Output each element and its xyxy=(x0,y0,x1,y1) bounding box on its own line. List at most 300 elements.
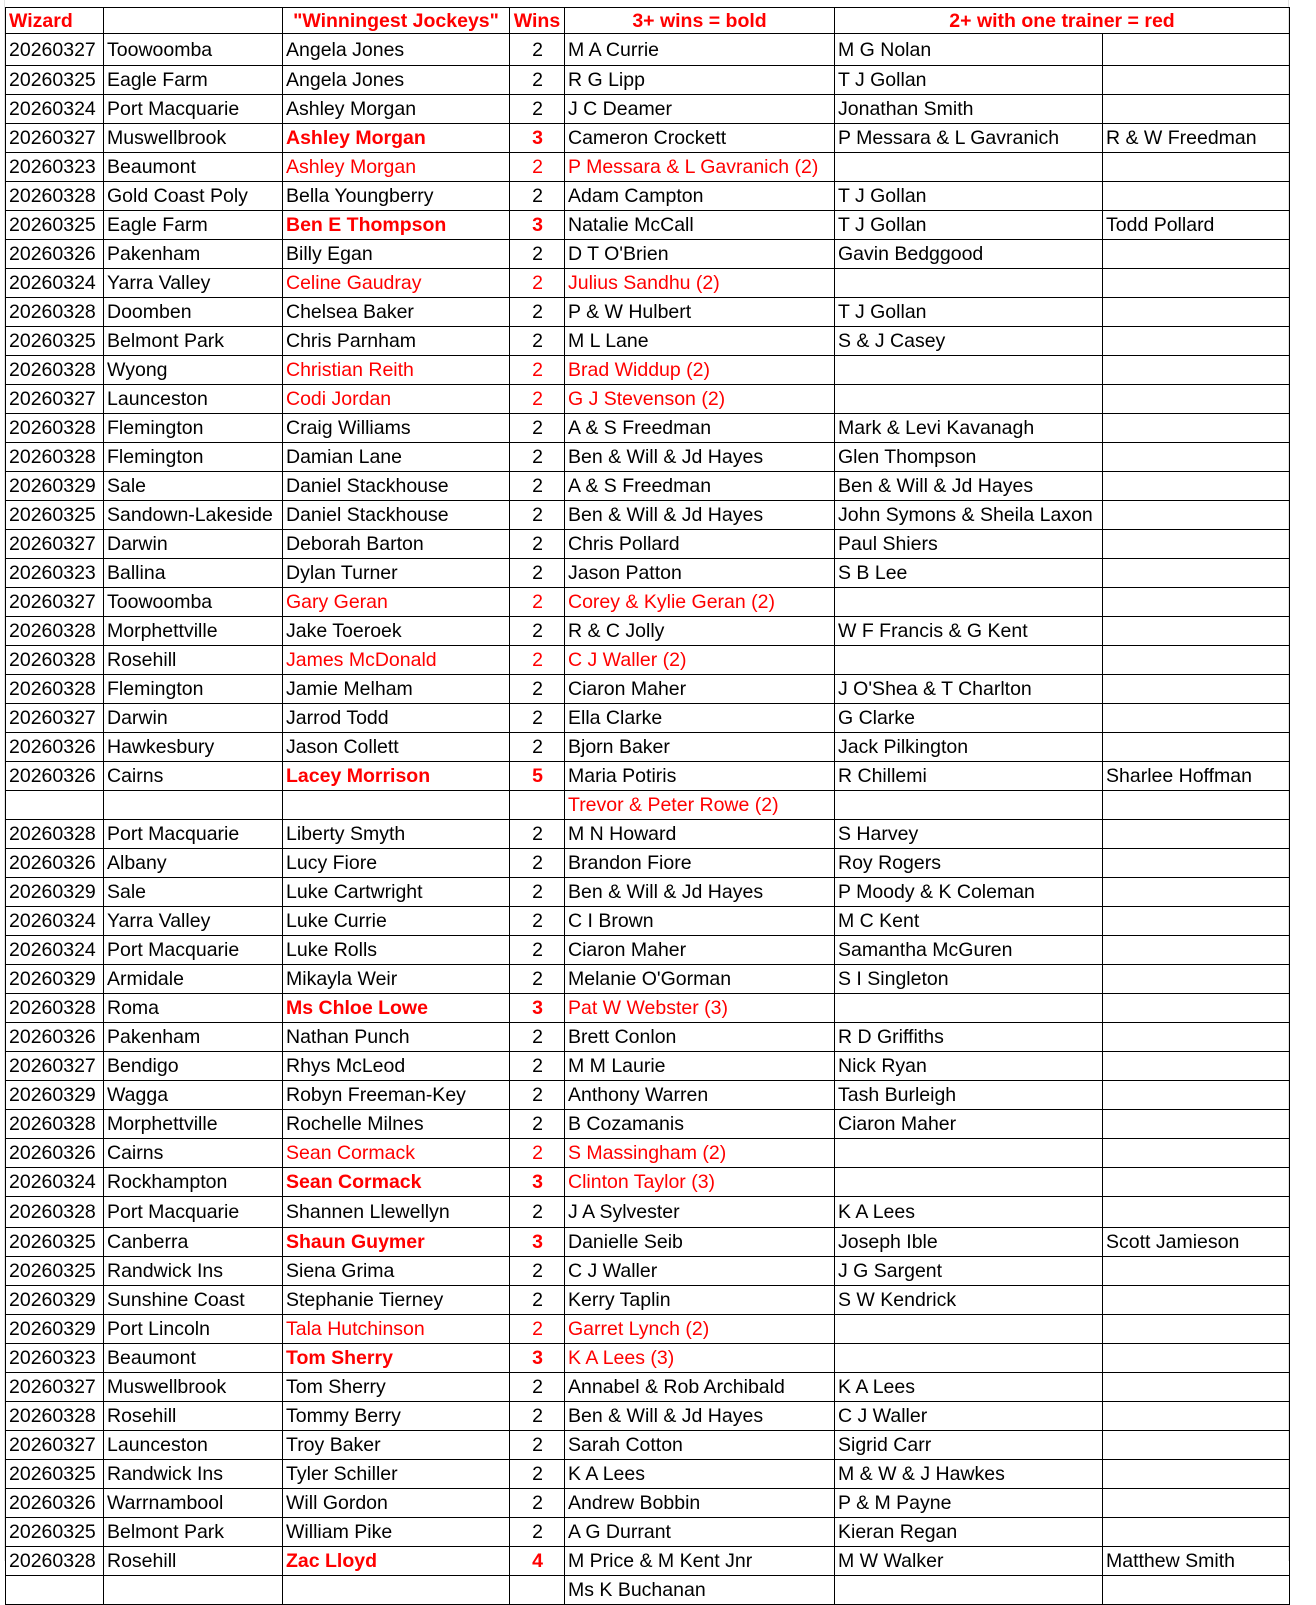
trainer-1-cell[interactable]: P & W Hulbert xyxy=(565,298,835,327)
trainer-1-cell[interactable]: M Price & M Kent Jnr xyxy=(565,1547,835,1576)
wins-cell[interactable]: 2 xyxy=(510,182,565,211)
date-cell[interactable]: 20260328 xyxy=(6,356,104,385)
trainer-1-cell[interactable]: Trevor & Peter Rowe (2) xyxy=(565,791,835,820)
track-cell[interactable]: Darwin xyxy=(104,704,283,733)
date-cell[interactable]: 20260327 xyxy=(6,34,104,66)
date-cell[interactable]: 20260326 xyxy=(6,1489,104,1518)
jockey-cell[interactable]: Daniel Stackhouse xyxy=(283,472,510,501)
trainer-1-cell[interactable]: Ciaron Maher xyxy=(565,936,835,965)
trainer-3-cell[interactable] xyxy=(1103,1460,1290,1489)
wins-cell[interactable]: 2 xyxy=(510,1197,565,1228)
trainer-2-cell[interactable] xyxy=(835,269,1103,298)
trainer-1-cell[interactable]: R G Lipp xyxy=(565,66,835,95)
trainer-2-cell[interactable]: T J Gollan xyxy=(835,298,1103,327)
track-cell[interactable]: Rockhampton xyxy=(104,1168,283,1197)
trainer-3-cell[interactable] xyxy=(1103,1402,1290,1431)
date-cell[interactable]: 20260326 xyxy=(6,849,104,878)
date-cell[interactable]: 20260328 xyxy=(6,617,104,646)
jockey-cell[interactable]: Sean Cormack xyxy=(283,1168,510,1197)
trainer-2-cell[interactable]: P & M Payne xyxy=(835,1489,1103,1518)
wins-cell[interactable]: 2 xyxy=(510,646,565,675)
header-wins[interactable]: Wins xyxy=(510,8,565,34)
trainer-1-cell[interactable]: R & C Jolly xyxy=(565,617,835,646)
trainer-1-cell[interactable]: Ciaron Maher xyxy=(565,675,835,704)
jockey-cell[interactable]: Tala Hutchinson xyxy=(283,1315,510,1344)
track-cell[interactable]: Port Lincoln xyxy=(104,1315,283,1344)
trainer-3-cell[interactable] xyxy=(1103,849,1290,878)
trainer-2-cell[interactable]: S Harvey xyxy=(835,820,1103,849)
trainer-1-cell[interactable]: P Messara & L Gavranich (2) xyxy=(565,153,835,182)
trainer-2-cell[interactable] xyxy=(835,1168,1103,1197)
jockey-cell[interactable]: Jarrod Todd xyxy=(283,704,510,733)
track-cell[interactable]: Sale xyxy=(104,472,283,501)
trainer-3-cell[interactable] xyxy=(1103,1489,1290,1518)
track-cell[interactable]: Toowoomba xyxy=(104,34,283,66)
date-cell[interactable]: 20260327 xyxy=(6,385,104,414)
wins-cell[interactable]: 2 xyxy=(510,298,565,327)
jockey-cell[interactable]: Tyler Schiller xyxy=(283,1460,510,1489)
track-cell[interactable]: Rosehill xyxy=(104,1547,283,1576)
wins-cell[interactable]: 3 xyxy=(510,1344,565,1373)
date-cell[interactable]: 20260328 xyxy=(6,994,104,1023)
jockey-cell[interactable]: William Pike xyxy=(283,1518,510,1547)
date-cell[interactable]: 20260328 xyxy=(6,1197,104,1228)
trainer-2-cell[interactable]: P Messara & L Gavranich xyxy=(835,124,1103,153)
trainer-1-cell[interactable]: Ella Clarke xyxy=(565,704,835,733)
trainer-1-cell[interactable]: K A Lees xyxy=(565,1460,835,1489)
trainer-2-cell[interactable]: K A Lees xyxy=(835,1373,1103,1402)
track-cell[interactable]: Pakenham xyxy=(104,240,283,269)
trainer-2-cell[interactable]: T J Gollan xyxy=(835,182,1103,211)
trainer-1-cell[interactable]: A & S Freedman xyxy=(565,472,835,501)
trainer-3-cell[interactable] xyxy=(1103,1023,1290,1052)
trainer-1-cell[interactable]: A G Durrant xyxy=(565,1518,835,1547)
jockey-cell[interactable]: Daniel Stackhouse xyxy=(283,501,510,530)
date-cell[interactable]: 20260329 xyxy=(6,472,104,501)
track-cell[interactable]: Warrnambool xyxy=(104,1489,283,1518)
trainer-2-cell[interactable] xyxy=(835,385,1103,414)
trainer-1-cell[interactable]: Corey & Kylie Geran (2) xyxy=(565,588,835,617)
trainer-2-cell[interactable]: Kieran Regan xyxy=(835,1518,1103,1547)
date-cell[interactable]: 20260325 xyxy=(6,66,104,95)
wins-cell[interactable]: 2 xyxy=(510,472,565,501)
trainer-2-cell[interactable]: Samantha McGuren xyxy=(835,936,1103,965)
jockey-cell[interactable]: Tommy Berry xyxy=(283,1402,510,1431)
jockey-cell[interactable]: Ashley Morgan xyxy=(283,95,510,124)
trainer-1-cell[interactable]: S Massingham (2) xyxy=(565,1139,835,1168)
date-cell[interactable]: 20260323 xyxy=(6,559,104,588)
trainer-1-cell[interactable]: M L Lane xyxy=(565,327,835,356)
trainer-3-cell[interactable] xyxy=(1103,1315,1290,1344)
track-cell[interactable]: Beaumont xyxy=(104,153,283,182)
date-cell[interactable]: 20260328 xyxy=(6,298,104,327)
jockey-cell[interactable]: Luke Rolls xyxy=(283,936,510,965)
trainer-2-cell[interactable] xyxy=(835,1576,1103,1605)
trainer-3-cell[interactable] xyxy=(1103,443,1290,472)
trainer-2-cell[interactable]: M & W & J Hawkes xyxy=(835,1460,1103,1489)
jockey-cell[interactable]: Nathan Punch xyxy=(283,1023,510,1052)
trainer-3-cell[interactable] xyxy=(1103,878,1290,907)
date-cell[interactable]: 20260325 xyxy=(6,1460,104,1489)
trainer-1-cell[interactable]: Clinton Taylor (3) xyxy=(565,1168,835,1197)
trainer-1-cell[interactable]: Kerry Taplin xyxy=(565,1286,835,1315)
date-cell[interactable] xyxy=(6,1576,104,1605)
trainer-2-cell[interactable]: John Symons & Sheila Laxon xyxy=(835,501,1103,530)
trainer-3-cell[interactable] xyxy=(1103,327,1290,356)
trainer-2-cell[interactable]: Jack Pilkington xyxy=(835,733,1103,762)
wins-cell[interactable]: 2 xyxy=(510,936,565,965)
trainer-2-cell[interactable]: J O'Shea & T Charlton xyxy=(835,675,1103,704)
track-cell[interactable]: Muswellbrook xyxy=(104,1373,283,1402)
trainer-2-cell[interactable]: T J Gollan xyxy=(835,66,1103,95)
trainer-1-cell[interactable]: Ben & Will & Jd Hayes xyxy=(565,501,835,530)
trainer-1-cell[interactable]: Adam Campton xyxy=(565,182,835,211)
trainer-2-cell[interactable]: Joseph Ible xyxy=(835,1228,1103,1257)
trainer-2-cell[interactable] xyxy=(835,588,1103,617)
wins-cell[interactable]: 4 xyxy=(510,1547,565,1576)
trainer-3-cell[interactable] xyxy=(1103,269,1290,298)
trainer-3-cell[interactable] xyxy=(1103,472,1290,501)
date-cell[interactable]: 20260328 xyxy=(6,414,104,443)
trainer-1-cell[interactable]: Bjorn Baker xyxy=(565,733,835,762)
wins-cell[interactable]: 2 xyxy=(510,34,565,66)
trainer-2-cell[interactable] xyxy=(835,1315,1103,1344)
trainer-2-cell[interactable]: J G Sargent xyxy=(835,1257,1103,1286)
jockey-cell[interactable]: Chris Parnham xyxy=(283,327,510,356)
trainer-2-cell[interactable]: R Chillemi xyxy=(835,762,1103,791)
wins-cell[interactable]: 2 xyxy=(510,1402,565,1431)
wins-cell[interactable]: 2 xyxy=(510,95,565,124)
trainer-1-cell[interactable]: Ms K Buchanan xyxy=(565,1576,835,1605)
jockey-cell[interactable]: Dylan Turner xyxy=(283,559,510,588)
jockey-cell[interactable]: Christian Reith xyxy=(283,356,510,385)
date-cell[interactable]: 20260327 xyxy=(6,588,104,617)
jockey-cell[interactable]: Ms Chloe Lowe xyxy=(283,994,510,1023)
date-cell[interactable]: 20260324 xyxy=(6,95,104,124)
wins-cell[interactable]: 2 xyxy=(510,269,565,298)
trainer-3-cell[interactable] xyxy=(1103,530,1290,559)
trainer-2-cell[interactable]: Roy Rogers xyxy=(835,849,1103,878)
track-cell[interactable]: Sunshine Coast xyxy=(104,1286,283,1315)
trainer-1-cell[interactable]: C J Waller xyxy=(565,1257,835,1286)
date-cell[interactable]: 20260328 xyxy=(6,675,104,704)
date-cell[interactable]: 20260325 xyxy=(6,1257,104,1286)
trainer-3-cell[interactable] xyxy=(1103,1257,1290,1286)
jockey-cell[interactable]: Celine Gaudray xyxy=(283,269,510,298)
track-cell[interactable]: Darwin xyxy=(104,530,283,559)
trainer-1-cell[interactable]: Cameron Crockett xyxy=(565,124,835,153)
trainer-1-cell[interactable]: Ben & Will & Jd Hayes xyxy=(565,1402,835,1431)
trainer-2-cell[interactable]: P Moody & K Coleman xyxy=(835,878,1103,907)
trainer-3-cell[interactable] xyxy=(1103,501,1290,530)
date-cell[interactable]: 20260329 xyxy=(6,1286,104,1315)
track-cell[interactable]: Muswellbrook xyxy=(104,124,283,153)
trainer-2-cell[interactable]: Nick Ryan xyxy=(835,1052,1103,1081)
trainer-3-cell[interactable] xyxy=(1103,182,1290,211)
wins-cell[interactable]: 2 xyxy=(510,965,565,994)
wins-cell[interactable]: 2 xyxy=(510,1257,565,1286)
wins-cell[interactable]: 2 xyxy=(510,1489,565,1518)
track-cell[interactable]: Wagga xyxy=(104,1081,283,1110)
wins-cell[interactable]: 2 xyxy=(510,153,565,182)
track-cell[interactable]: Port Macquarie xyxy=(104,95,283,124)
trainer-3-cell[interactable] xyxy=(1103,791,1290,820)
date-cell[interactable]: 20260323 xyxy=(6,153,104,182)
wins-cell[interactable]: 2 xyxy=(510,385,565,414)
track-cell[interactable]: Morphettville xyxy=(104,1110,283,1139)
trainer-3-cell[interactable]: Sharlee Hoffman xyxy=(1103,762,1290,791)
header-jockeys[interactable]: "Winningest Jockeys" xyxy=(283,8,510,34)
trainer-1-cell[interactable]: Danielle Seib xyxy=(565,1228,835,1257)
trainer-2-cell[interactable]: Mark & Levi Kavanagh xyxy=(835,414,1103,443)
wins-cell[interactable] xyxy=(510,791,565,820)
trainer-1-cell[interactable]: C J Waller (2) xyxy=(565,646,835,675)
track-cell[interactable]: Yarra Valley xyxy=(104,907,283,936)
track-cell[interactable] xyxy=(104,1576,283,1605)
jockey-cell[interactable]: Deborah Barton xyxy=(283,530,510,559)
trainer-3-cell[interactable] xyxy=(1103,385,1290,414)
trainer-2-cell[interactable]: Sigrid Carr xyxy=(835,1431,1103,1460)
track-cell[interactable]: Rosehill xyxy=(104,646,283,675)
wins-cell[interactable]: 2 xyxy=(510,443,565,472)
date-cell[interactable]: 20260327 xyxy=(6,1052,104,1081)
wins-cell[interactable]: 2 xyxy=(510,849,565,878)
track-cell[interactable]: Flemington xyxy=(104,675,283,704)
trainer-2-cell[interactable]: Paul Shiers xyxy=(835,530,1103,559)
track-cell[interactable]: Armidale xyxy=(104,965,283,994)
trainer-1-cell[interactable]: Melanie O'Gorman xyxy=(565,965,835,994)
date-cell[interactable]: 20260328 xyxy=(6,820,104,849)
trainer-2-cell[interactable]: G Clarke xyxy=(835,704,1103,733)
trainer-2-cell[interactable] xyxy=(835,1139,1103,1168)
wins-cell[interactable]: 2 xyxy=(510,675,565,704)
wins-cell[interactable]: 2 xyxy=(510,1315,565,1344)
wins-cell[interactable]: 2 xyxy=(510,414,565,443)
trainer-3-cell[interactable] xyxy=(1103,1052,1290,1081)
date-cell[interactable]: 20260327 xyxy=(6,530,104,559)
date-cell[interactable]: 20260326 xyxy=(6,1023,104,1052)
trainer-2-cell[interactable]: Ben & Will & Jd Hayes xyxy=(835,472,1103,501)
trainer-2-cell[interactable]: M W Walker xyxy=(835,1547,1103,1576)
track-cell[interactable]: Randwick Ins xyxy=(104,1257,283,1286)
track-cell[interactable]: Eagle Farm xyxy=(104,211,283,240)
track-cell[interactable]: Ballina xyxy=(104,559,283,588)
date-cell[interactable]: 20260328 xyxy=(6,443,104,472)
trainer-3-cell[interactable] xyxy=(1103,733,1290,762)
trainer-3-cell[interactable] xyxy=(1103,1168,1290,1197)
track-cell[interactable]: Launceston xyxy=(104,385,283,414)
trainer-3-cell[interactable]: Matthew Smith xyxy=(1103,1547,1290,1576)
trainer-3-cell[interactable] xyxy=(1103,588,1290,617)
track-cell[interactable]: Rosehill xyxy=(104,1402,283,1431)
track-cell[interactable]: Eagle Farm xyxy=(104,66,283,95)
wins-cell[interactable]: 2 xyxy=(510,66,565,95)
date-cell[interactable] xyxy=(6,791,104,820)
jockey-cell[interactable]: Craig Williams xyxy=(283,414,510,443)
track-cell[interactable]: Bendigo xyxy=(104,1052,283,1081)
trainer-3-cell[interactable]: Todd Pollard xyxy=(1103,211,1290,240)
date-cell[interactable]: 20260325 xyxy=(6,1228,104,1257)
trainer-3-cell[interactable] xyxy=(1103,1373,1290,1402)
trainer-3-cell[interactable] xyxy=(1103,1576,1290,1605)
jockey-cell[interactable]: Jake Toeroek xyxy=(283,617,510,646)
date-cell[interactable]: 20260324 xyxy=(6,907,104,936)
track-cell[interactable]: Roma xyxy=(104,994,283,1023)
trainer-3-cell[interactable] xyxy=(1103,414,1290,443)
trainer-3-cell[interactable] xyxy=(1103,646,1290,675)
date-cell[interactable]: 20260328 xyxy=(6,1402,104,1431)
track-cell[interactable]: Belmont Park xyxy=(104,327,283,356)
date-cell[interactable]: 20260328 xyxy=(6,646,104,675)
jockey-cell[interactable]: Will Gordon xyxy=(283,1489,510,1518)
date-cell[interactable]: 20260324 xyxy=(6,269,104,298)
track-cell[interactable]: Flemington xyxy=(104,443,283,472)
track-cell[interactable]: Canberra xyxy=(104,1228,283,1257)
date-cell[interactable]: 20260325 xyxy=(6,1518,104,1547)
jockey-cell[interactable]: James McDonald xyxy=(283,646,510,675)
track-cell[interactable]: Beaumont xyxy=(104,1344,283,1373)
track-cell[interactable]: Wyong xyxy=(104,356,283,385)
trainer-1-cell[interactable]: M M Laurie xyxy=(565,1052,835,1081)
trainer-2-cell[interactable]: W F Francis & G Kent xyxy=(835,617,1103,646)
wins-cell[interactable]: 2 xyxy=(510,327,565,356)
trainer-1-cell[interactable]: Pat W Webster (3) xyxy=(565,994,835,1023)
trainer-3-cell[interactable] xyxy=(1103,356,1290,385)
track-cell[interactable]: Gold Coast Poly xyxy=(104,182,283,211)
track-cell[interactable]: Albany xyxy=(104,849,283,878)
header-bold-legend[interactable]: 3+ wins = bold xyxy=(565,8,835,34)
trainer-2-cell[interactable]: S & J Casey xyxy=(835,327,1103,356)
date-cell[interactable]: 20260327 xyxy=(6,704,104,733)
jockey-cell[interactable]: Gary Geran xyxy=(283,588,510,617)
track-cell[interactable]: Yarra Valley xyxy=(104,269,283,298)
trainer-3-cell[interactable] xyxy=(1103,298,1290,327)
track-cell[interactable]: Sale xyxy=(104,878,283,907)
date-cell[interactable]: 20260328 xyxy=(6,1110,104,1139)
wins-cell[interactable]: 2 xyxy=(510,1518,565,1547)
jockey-cell[interactable]: Jamie Melham xyxy=(283,675,510,704)
wins-cell[interactable]: 2 xyxy=(510,1110,565,1139)
trainer-3-cell[interactable] xyxy=(1103,617,1290,646)
date-cell[interactable]: 20260323 xyxy=(6,1344,104,1373)
date-cell[interactable]: 20260327 xyxy=(6,1373,104,1402)
track-cell[interactable]: Doomben xyxy=(104,298,283,327)
wins-cell[interactable]: 3 xyxy=(510,124,565,153)
date-cell[interactable]: 20260324 xyxy=(6,1168,104,1197)
trainer-3-cell[interactable]: Scott Jamieson xyxy=(1103,1228,1290,1257)
wins-cell[interactable] xyxy=(510,1576,565,1605)
jockey-cell[interactable]: Ashley Morgan xyxy=(283,124,510,153)
date-cell[interactable]: 20260325 xyxy=(6,327,104,356)
trainer-1-cell[interactable]: K A Lees (3) xyxy=(565,1344,835,1373)
date-cell[interactable]: 20260329 xyxy=(6,1315,104,1344)
date-cell[interactable]: 20260326 xyxy=(6,1139,104,1168)
trainer-1-cell[interactable]: C I Brown xyxy=(565,907,835,936)
trainer-1-cell[interactable]: Sarah Cotton xyxy=(565,1431,835,1460)
jockey-cell[interactable]: Jason Collett xyxy=(283,733,510,762)
trainer-3-cell[interactable] xyxy=(1103,559,1290,588)
trainer-3-cell[interactable] xyxy=(1103,95,1290,124)
date-cell[interactable]: 20260329 xyxy=(6,965,104,994)
trainer-2-cell[interactable]: S I Singleton xyxy=(835,965,1103,994)
trainer-2-cell[interactable]: M C Kent xyxy=(835,907,1103,936)
wins-cell[interactable]: 2 xyxy=(510,907,565,936)
track-cell[interactable] xyxy=(104,791,283,820)
date-cell[interactable]: 20260327 xyxy=(6,1431,104,1460)
wins-cell[interactable]: 2 xyxy=(510,1373,565,1402)
wins-cell[interactable]: 2 xyxy=(510,617,565,646)
trainer-1-cell[interactable]: Julius Sandhu (2) xyxy=(565,269,835,298)
trainer-3-cell[interactable] xyxy=(1103,1286,1290,1315)
trainer-3-cell[interactable] xyxy=(1103,994,1290,1023)
trainer-3-cell[interactable] xyxy=(1103,153,1290,182)
jockey-cell[interactable]: Shaun Guymer xyxy=(283,1228,510,1257)
trainer-1-cell[interactable]: J A Sylvester xyxy=(565,1197,835,1228)
trainer-3-cell[interactable] xyxy=(1103,66,1290,95)
trainer-3-cell[interactable] xyxy=(1103,1344,1290,1373)
trainer-2-cell[interactable]: M G Nolan xyxy=(835,34,1103,66)
wins-cell[interactable]: 2 xyxy=(510,1081,565,1110)
trainer-1-cell[interactable]: J C Deamer xyxy=(565,95,835,124)
date-cell[interactable]: 20260326 xyxy=(6,762,104,791)
header-track[interactable] xyxy=(104,8,283,34)
trainer-2-cell[interactable] xyxy=(835,646,1103,675)
track-cell[interactable]: Toowoomba xyxy=(104,588,283,617)
trainer-1-cell[interactable]: Ben & Will & Jd Hayes xyxy=(565,443,835,472)
trainer-2-cell[interactable]: Tash Burleigh xyxy=(835,1081,1103,1110)
trainer-1-cell[interactable]: Jason Patton xyxy=(565,559,835,588)
trainer-2-cell[interactable] xyxy=(835,994,1103,1023)
wins-cell[interactable]: 2 xyxy=(510,1139,565,1168)
jockey-cell[interactable]: Lucy Fiore xyxy=(283,849,510,878)
jockey-cell[interactable] xyxy=(283,791,510,820)
trainer-3-cell[interactable] xyxy=(1103,675,1290,704)
date-cell[interactable]: 20260328 xyxy=(6,1547,104,1576)
jockey-cell[interactable]: Robyn Freeman-Key xyxy=(283,1081,510,1110)
trainer-1-cell[interactable]: Brett Conlon xyxy=(565,1023,835,1052)
date-cell[interactable]: 20260326 xyxy=(6,240,104,269)
trainer-2-cell[interactable]: Gavin Bedggood xyxy=(835,240,1103,269)
trainer-1-cell[interactable]: Brandon Fiore xyxy=(565,849,835,878)
trainer-3-cell[interactable] xyxy=(1103,907,1290,936)
trainer-1-cell[interactable]: A & S Freedman xyxy=(565,414,835,443)
jockey-cell[interactable]: Damian Lane xyxy=(283,443,510,472)
date-cell[interactable]: 20260328 xyxy=(6,182,104,211)
date-cell[interactable]: 20260327 xyxy=(6,124,104,153)
trainer-2-cell[interactable] xyxy=(835,791,1103,820)
trainer-1-cell[interactable]: Ben & Will & Jd Hayes xyxy=(565,878,835,907)
wins-cell[interactable]: 2 xyxy=(510,559,565,588)
jockey-cell[interactable]: Tom Sherry xyxy=(283,1373,510,1402)
date-cell[interactable]: 20260329 xyxy=(6,1081,104,1110)
trainer-1-cell[interactable]: Annabel & Rob Archibald xyxy=(565,1373,835,1402)
jockey-cell[interactable]: Angela Jones xyxy=(283,34,510,66)
date-cell[interactable]: 20260325 xyxy=(6,211,104,240)
jockey-cell[interactable]: Tom Sherry xyxy=(283,1344,510,1373)
date-cell[interactable]: 20260324 xyxy=(6,936,104,965)
trainer-3-cell[interactable] xyxy=(1103,1197,1290,1228)
trainer-1-cell[interactable]: Anthony Warren xyxy=(565,1081,835,1110)
jockey-cell[interactable]: Mikayla Weir xyxy=(283,965,510,994)
track-cell[interactable]: Morphettville xyxy=(104,617,283,646)
jockey-cell[interactable]: Bella Youngberry xyxy=(283,182,510,211)
wins-cell[interactable]: 2 xyxy=(510,240,565,269)
wins-cell[interactable]: 2 xyxy=(510,820,565,849)
wins-cell[interactable]: 3 xyxy=(510,1168,565,1197)
trainer-2-cell[interactable] xyxy=(835,356,1103,385)
wins-cell[interactable]: 3 xyxy=(510,1228,565,1257)
jockey-cell[interactable]: Ashley Morgan xyxy=(283,153,510,182)
